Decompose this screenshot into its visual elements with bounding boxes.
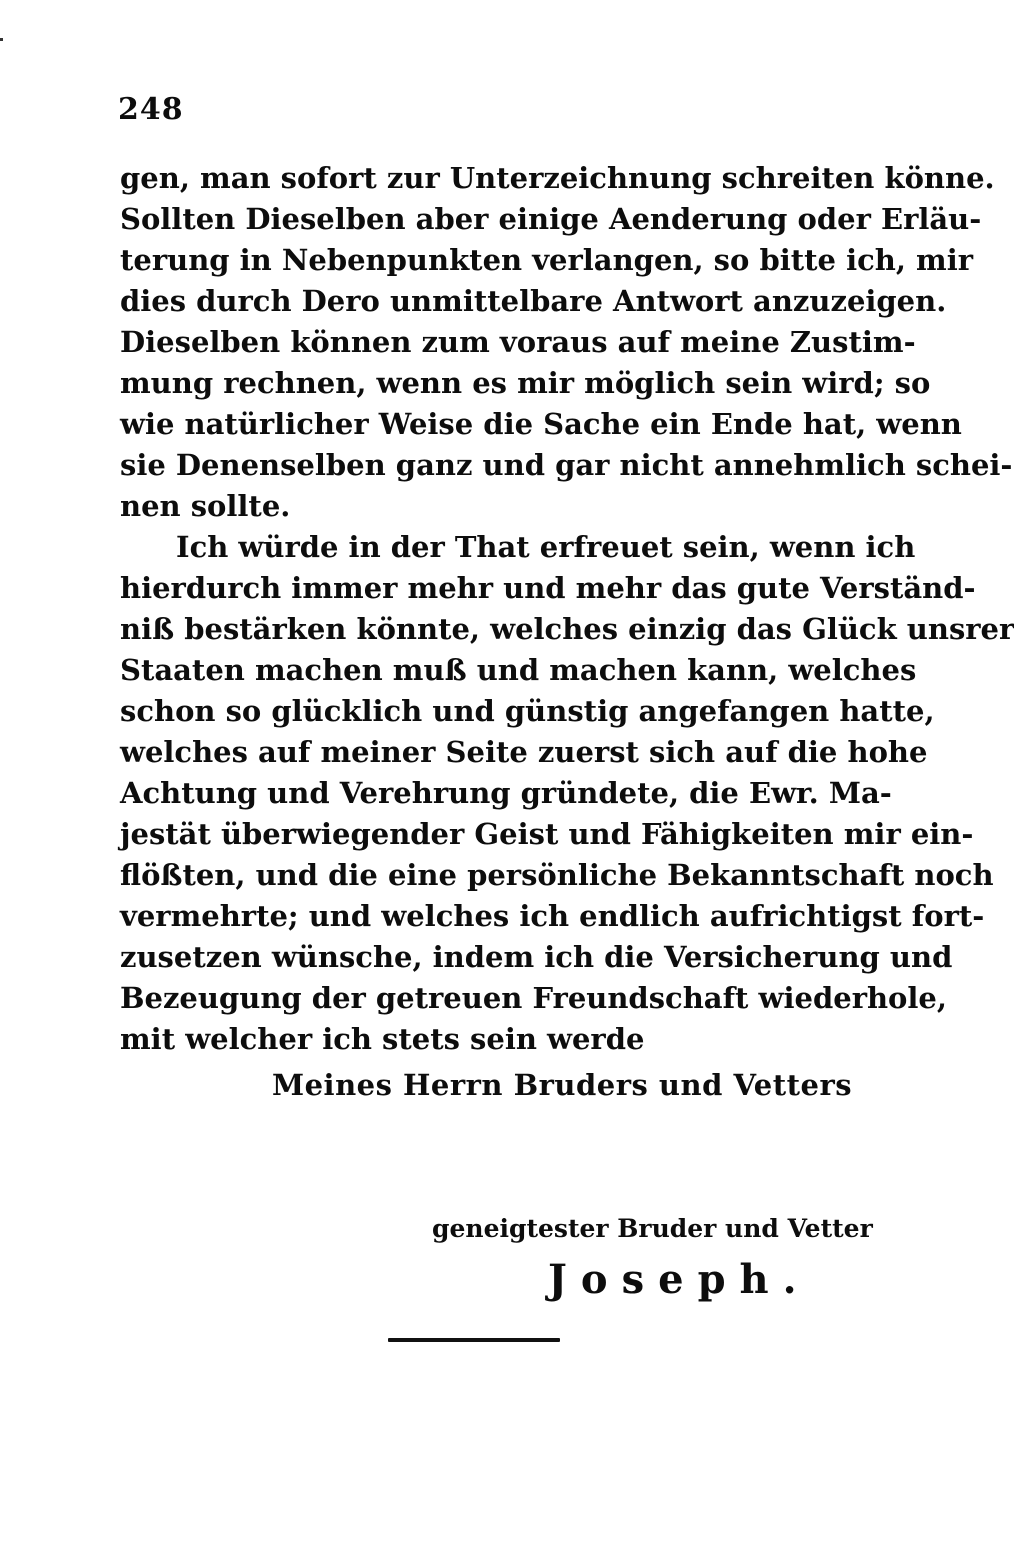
text-line: mung rechnen, wenn es mir möglich sein wird; so [120,366,931,400]
text-line: flößten, und die eine persönliche Bekanntschaft noch [120,858,994,892]
text-line: mit welcher ich stets sein werde [120,1022,645,1056]
text-line: terung in Nebenpunkten verlangen, so bitte ich, mir [120,243,974,277]
text-line: Bezeugung der getreuen Freundschaft wiederhole, [120,981,947,1015]
text-line: gen, man sofort zur Unterzeichnung schreiten könne. [120,161,995,195]
text-line: vermehrte; und welches ich endlich aufrichtigst fort- [120,899,985,933]
signature-name: Joseph. [548,1256,811,1303]
text-line: nen sollte. [120,489,291,523]
text-line: Staaten machen muß und machen kann, welches [120,653,917,687]
closing-salutation: Meines Herrn Bruders und Vetters [272,1068,853,1102]
text-line: niß bestärken könnte, welches einzig das Glück unsrer [120,612,1014,646]
text-line: dies durch Dero unmittelbare Antwort anzuzeigen. [120,284,947,318]
text-line: Dieselben können zum voraus auf meine Zustim- [120,325,916,359]
text-line: zusetzen wünsche, indem ich die Versicherung und [120,940,953,974]
text-line: Achtung und Verehrung gründete, die Ewr. Ma- [120,776,892,810]
text-line: hierdurch immer mehr und mehr das gute Verständ- [120,571,976,605]
text-line: jestät überwiegender Geist und Fähigkeiten mir ein- [120,817,974,851]
text-line: welches auf meiner Seite zuerst sich auf die hohe [120,735,928,769]
text-line: sie Denenselben ganz und gar nicht annehmlich schei- [120,448,1013,482]
text-line: Ich würde in der That erfreuet sein, wenn ich [176,530,916,564]
closing-rule [388,1338,560,1342]
text-line: wie natürlicher Weise die Sache ein Ende hat, wenn [120,407,962,441]
text-line: schon so glücklich und günstig angefangen hatte, [120,694,935,728]
text-line: Sollten Dieselben aber einige Aenderung oder Erläu- [120,202,982,236]
margin-mark [0,38,3,41]
signature-label: geneigtester Bruder und Vetter [432,1214,873,1243]
page-number: 248 [118,92,184,127]
body-text [120,158,1014,1060]
